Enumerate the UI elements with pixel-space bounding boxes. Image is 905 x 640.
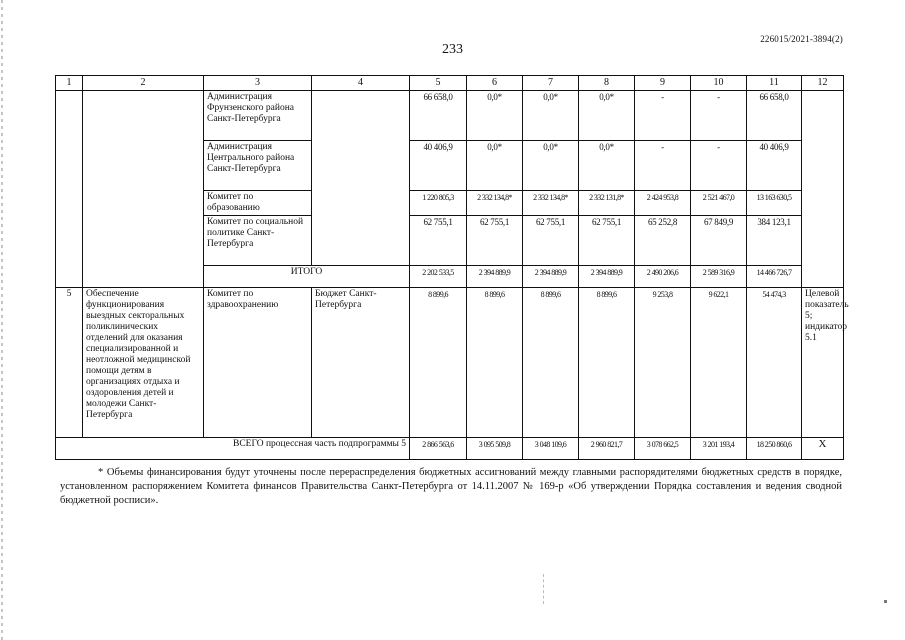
value-cell: - bbox=[635, 91, 691, 141]
value-cell: 3 048 109,6 bbox=[523, 438, 579, 460]
table-header-row bbox=[56, 76, 844, 91]
empty-cell bbox=[56, 91, 83, 288]
value-cell: 3 095 509,8 bbox=[467, 438, 523, 460]
value-cell: 14 466 726,7 bbox=[747, 266, 802, 288]
header-cell: 10 bbox=[691, 76, 747, 91]
value-cell: - bbox=[691, 91, 747, 141]
vsego-row bbox=[56, 438, 844, 460]
value-cell: 65 252,8 bbox=[635, 216, 691, 266]
table-row bbox=[56, 91, 844, 141]
header-cell: 11 bbox=[747, 76, 802, 91]
value-cell: 9 622,1 bbox=[691, 288, 747, 438]
value-cell: 40 406,9 bbox=[410, 141, 467, 191]
value-cell: 8 899,6 bbox=[467, 288, 523, 438]
indicator-cell: Целевой показатель 5; индикатор 5.1 bbox=[802, 288, 844, 438]
value-cell: 62 755,1 bbox=[579, 216, 635, 266]
value-cell: - bbox=[635, 141, 691, 191]
header-cell: 3 bbox=[204, 76, 312, 91]
empty-cell bbox=[802, 91, 844, 288]
value-cell: 62 755,1 bbox=[467, 216, 523, 266]
header-cell: 5 bbox=[410, 76, 467, 91]
vsego-label: ВСЕГО процессная часть подпрограммы 5 bbox=[56, 438, 410, 460]
value-cell: 0,0* bbox=[579, 91, 635, 141]
value-cell: 2 521 467,0 bbox=[691, 191, 747, 216]
value-cell: 8 899,6 bbox=[410, 288, 467, 438]
value-cell: 62 755,1 bbox=[410, 216, 467, 266]
table-row bbox=[56, 288, 844, 438]
header-cell: 12 bbox=[802, 76, 844, 91]
activity-name: Обеспечение функционирования выездных секторальных поликлинических отделений для оказания специализированной и неотложной медицинской помощи детям в организациях отдыха и оздоровления детей и молодежи Санкт-Петербурга bbox=[83, 288, 204, 438]
value-cell: 0,0* bbox=[523, 91, 579, 141]
value-cell: 13 163 630,5 bbox=[747, 191, 802, 216]
row-number: 5 bbox=[56, 288, 83, 438]
scan-artifact bbox=[543, 574, 545, 604]
footnote: * Объемы финансирования будут уточнены после перераспределения бюджетных ассигнований между главными распорядителями бюджетных средств в порядке, установленном распоряжением Комитета финансов Правительства Санкт-Петербурга от 14.11.2007 № 169-р «Об утверждении Порядка составления и ведения сводной бюджетной росписи». bbox=[60, 467, 842, 506]
value-cell: 9 253,8 bbox=[635, 288, 691, 438]
scan-artifact bbox=[884, 600, 887, 603]
x-mark-cell: Х bbox=[802, 438, 844, 460]
page-number: 233 bbox=[442, 42, 463, 57]
value-cell: 2 332 134,8* bbox=[467, 191, 523, 216]
value-cell: 0,0* bbox=[579, 141, 635, 191]
value-cell: - bbox=[691, 141, 747, 191]
value-cell: 2 490 206,6 bbox=[635, 266, 691, 288]
header-cell: 8 bbox=[579, 76, 635, 91]
value-cell: 3 201 193,4 bbox=[691, 438, 747, 460]
value-cell: 384 123,1 bbox=[747, 216, 802, 266]
value-cell: 0,0* bbox=[467, 141, 523, 191]
budget-table bbox=[55, 75, 849, 460]
header-cell: 4 bbox=[312, 76, 410, 91]
header-cell: 6 bbox=[467, 76, 523, 91]
executor-cell: Комитет по образованию bbox=[204, 191, 312, 216]
value-cell: 2 589 316,9 bbox=[691, 266, 747, 288]
value-cell: 1 220 805,3 bbox=[410, 191, 467, 216]
executor-cell: Администрация Центрального района Санкт-Петербурга bbox=[204, 141, 312, 191]
document-code: 226015/2021-3894(2) bbox=[760, 34, 843, 44]
value-cell: 8 899,6 bbox=[579, 288, 635, 438]
value-cell: 66 658,0 bbox=[747, 91, 802, 141]
value-cell: 2 424 953,8 bbox=[635, 191, 691, 216]
header-cell: 1 bbox=[56, 76, 83, 91]
funding-source: Бюджет Санкт-Петербурга bbox=[312, 288, 410, 438]
value-cell: 54 474,3 bbox=[747, 288, 802, 438]
value-cell: 8 899,6 bbox=[523, 288, 579, 438]
itogo-label: ИТОГО bbox=[204, 266, 410, 288]
value-cell: 2 960 821,7 bbox=[579, 438, 635, 460]
value-cell: 2 332 134,8* bbox=[523, 191, 579, 216]
header-cell: 9 bbox=[635, 76, 691, 91]
value-cell: 0,0* bbox=[467, 91, 523, 141]
value-cell: 18 250 860,6 bbox=[747, 438, 802, 460]
value-cell: 2 866 563,6 bbox=[410, 438, 467, 460]
value-cell: 0,0* bbox=[523, 141, 579, 191]
value-cell: 67 849,9 bbox=[691, 216, 747, 266]
value-cell: 3 078 662,5 bbox=[635, 438, 691, 460]
value-cell: 66 658,0 bbox=[410, 91, 467, 141]
value-cell: 2 202 533,5 bbox=[410, 266, 467, 288]
value-cell: 2 394 889,9 bbox=[579, 266, 635, 288]
value-cell: 2 394 889,9 bbox=[523, 266, 579, 288]
value-cell: 2 394 889,9 bbox=[467, 266, 523, 288]
value-cell: 62 755,1 bbox=[523, 216, 579, 266]
value-cell: 40 406,9 bbox=[747, 141, 802, 191]
executor-cell: Комитет по здравоохранению bbox=[204, 288, 312, 438]
empty-cell bbox=[312, 91, 410, 266]
scan-edge-mark bbox=[1, 0, 3, 640]
executor-cell: Администрация Фрунзенского района Санкт-Петербурга bbox=[204, 91, 312, 141]
header-cell: 7 bbox=[523, 76, 579, 91]
header-cell: 2 bbox=[83, 76, 204, 91]
empty-cell bbox=[83, 91, 204, 288]
value-cell: 2 332 131,8* bbox=[579, 191, 635, 216]
executor-cell: Комитет по социальной политике Санкт-Петербурга bbox=[204, 216, 312, 266]
